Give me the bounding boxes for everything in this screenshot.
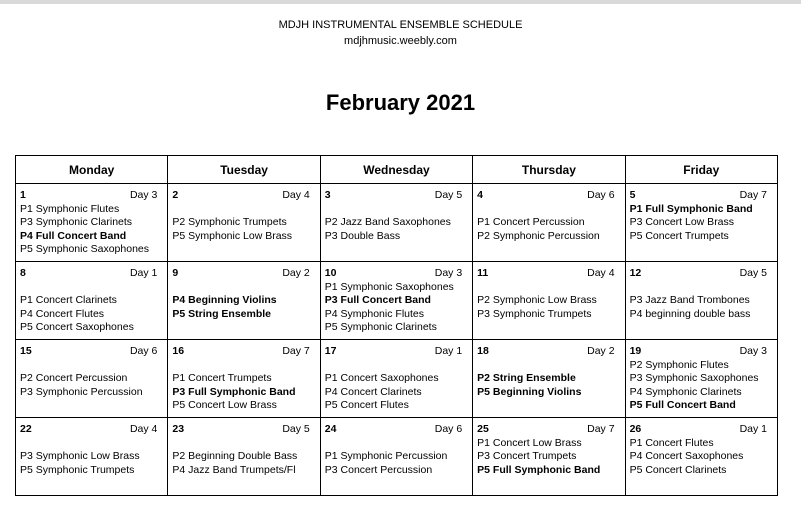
day-cell-header [172, 189, 315, 203]
day-cell-header [20, 267, 163, 281]
day-cell-header [172, 267, 315, 281]
date-number: 24 [324, 423, 337, 435]
day-cell [625, 184, 777, 262]
period-entry: P3 Symphonic Low Brass [20, 450, 140, 463]
period-entry: P2 String Ensemble [477, 372, 576, 385]
rotation-day-label: Day 4 [282, 189, 310, 201]
period-entry: P1 Concert Low Brass [477, 436, 582, 449]
period-entry: P1 Symphonic Saxophones [324, 280, 454, 293]
period-entry: P3 Concert Trumpets [477, 450, 577, 463]
week-row [16, 340, 778, 418]
period-entry: P5 Concert Saxophones [20, 321, 134, 334]
weekday-header-wednesday: Wednesday [320, 156, 472, 184]
rotation-day-label: Day 4 [129, 423, 158, 435]
day-cell-header [325, 267, 468, 281]
period-entry: P2 Jazz Band Saxophones [324, 216, 451, 229]
period-entry: P4 Concert Saxophones [629, 450, 744, 463]
day-cell-content [16, 418, 167, 477]
day-cell [473, 262, 625, 340]
date-number: 15 [20, 345, 32, 357]
period-list [477, 203, 620, 244]
date-number: 1 [20, 189, 26, 201]
day-cell [168, 184, 320, 262]
period-entry: P3 Full Symphonic Band [172, 385, 296, 398]
rotation-day-label: Day 6 [434, 423, 463, 435]
day-cell [16, 262, 168, 340]
period-entry: P1 Full Symphonic Band [629, 202, 753, 215]
period-entry: P1 Concert Clarinets [20, 294, 117, 307]
date-number: 2 [172, 189, 179, 201]
period-list [477, 359, 620, 400]
day-cell [320, 262, 472, 340]
day-cell [625, 262, 777, 340]
week-row [16, 184, 778, 262]
period-entry: P2 Beginning Double Bass [172, 450, 298, 463]
day-cell-content [626, 418, 777, 477]
rotation-day-label: Day 5 [434, 189, 463, 201]
day-cell-header [325, 423, 468, 437]
day-cell-content [626, 184, 777, 243]
calendar-table [15, 155, 778, 496]
day-cell-content [473, 418, 624, 477]
day-cell-content [321, 418, 472, 477]
period-entry: P5 String Ensemble [172, 307, 272, 320]
rotation-day-label: Day 7 [739, 189, 767, 201]
rotation-day-label: Day 2 [587, 345, 615, 357]
period-entry: P3 Symphonic Percussion [20, 385, 143, 398]
date-number: 10 [324, 267, 337, 279]
day-cell-header [20, 189, 163, 203]
weekday-header-thursday: Thursday [473, 156, 625, 184]
period-entry: P2 Symphonic Percussion [477, 229, 600, 242]
week-row [16, 262, 778, 340]
period-entry: P2 Symphonic Trumpets [172, 216, 287, 229]
date-number: 16 [172, 345, 185, 357]
date-number: 8 [20, 267, 26, 279]
rotation-day-label: Day 2 [282, 267, 310, 279]
day-cell [473, 184, 625, 262]
period-list [477, 281, 620, 322]
date-number: 17 [324, 345, 337, 357]
period-entry: P5 Concert Clarinets [629, 463, 727, 476]
period-entry: P5 Concert Low Brass [172, 399, 277, 412]
date-number: 19 [629, 345, 642, 357]
top-border-strip [0, 0, 801, 4]
rotation-day-label: Day 3 [739, 345, 767, 357]
rotation-day-label: Day 3 [434, 267, 463, 279]
day-cell-content [16, 340, 167, 399]
period-entry: P5 Symphonic Clarinets [324, 321, 437, 334]
period-entry: P3 Double Bass [324, 229, 401, 242]
period-list [172, 437, 315, 478]
day-cell-header [20, 423, 163, 437]
rotation-day-label: Day 7 [587, 423, 615, 435]
period-entry: P5 Concert Trumpets [629, 229, 729, 242]
rotation-day-label: Day 7 [282, 345, 310, 357]
weekday-header-row [16, 156, 778, 184]
rotation-day-label: Day 6 [129, 345, 158, 357]
period-list [325, 359, 468, 413]
period-entry: P3 Full Concert Band [324, 294, 431, 307]
rotation-day-label: Day 1 [434, 345, 463, 357]
period-list [20, 359, 163, 400]
period-list [325, 437, 468, 478]
period-list [172, 203, 315, 244]
rotation-day-label: Day 4 [587, 267, 615, 279]
day-cell-header [477, 345, 620, 359]
period-entry: P3 Concert Percussion [324, 463, 433, 476]
period-entry: P4 Symphonic Clarinets [629, 385, 742, 398]
day-cell-header [172, 423, 315, 437]
period-entry: P1 Concert Percussion [477, 216, 585, 229]
period-entry: P4 Concert Flutes [20, 307, 105, 320]
period-list [20, 203, 163, 257]
date-number: 25 [477, 423, 489, 435]
weekday-header-monday: Monday [16, 156, 168, 184]
day-cell [320, 340, 472, 418]
day-cell [473, 340, 625, 418]
day-cell [168, 262, 320, 340]
period-list [172, 281, 315, 322]
period-entry: P1 Symphonic Percussion [324, 450, 448, 463]
period-entry: P2 Symphonic Flutes [629, 358, 729, 371]
period-entry: P5 Beginning Violins [477, 385, 582, 398]
day-cell-content [16, 184, 167, 257]
day-cell-header [630, 189, 773, 203]
date-number: 12 [629, 267, 642, 279]
day-cell-content [168, 184, 319, 243]
day-cell-header [20, 345, 163, 359]
day-cell [473, 418, 625, 496]
date-number: 18 [477, 345, 489, 357]
period-entry: P1 Concert Saxophones [324, 372, 439, 385]
date-number: 26 [629, 423, 642, 435]
day-cell-content [473, 262, 624, 321]
date-number: 9 [172, 267, 179, 279]
day-cell-header [325, 345, 468, 359]
month-title: February 2021 [325, 90, 476, 115]
period-entry: P5 Symphonic Saxophones [20, 243, 149, 256]
period-list [325, 281, 468, 335]
day-cell-content [168, 262, 319, 321]
calendar-body [16, 184, 778, 496]
day-cell [168, 418, 320, 496]
day-cell [16, 418, 168, 496]
period-entry: P3 Symphonic Saxophones [629, 372, 759, 385]
period-entry: P3 Jazz Band Trombones [629, 294, 750, 307]
period-list [20, 281, 163, 335]
day-cell-content [16, 262, 167, 335]
day-cell-header [477, 423, 620, 437]
date-number: 22 [20, 423, 32, 435]
period-list [325, 203, 468, 244]
day-cell-header [630, 345, 773, 359]
day-cell [16, 184, 168, 262]
day-cell-content [626, 340, 777, 413]
period-list [477, 437, 620, 478]
day-cell [625, 418, 777, 496]
period-entry: P1 Concert Flutes [629, 436, 714, 449]
rotation-day-label: Day 1 [129, 267, 158, 279]
schedule-title: MDJH INSTRUMENTAL ENSEMBLE SCHEDULE [278, 19, 523, 31]
period-list [630, 437, 773, 478]
period-entry: P4 Beginning Violins [172, 294, 277, 307]
rotation-day-label: Day 1 [739, 423, 767, 435]
period-entry: P5 Full Symphonic Band [477, 463, 601, 476]
rotation-day-label: Day 5 [739, 267, 767, 279]
day-cell-content [321, 184, 472, 243]
weekday-header-friday: Friday [625, 156, 777, 184]
period-entry: P4 Symphonic Flutes [324, 307, 424, 320]
period-entry: P4 Full Concert Band [20, 229, 127, 242]
weekday-header-tuesday: Tuesday [168, 156, 320, 184]
day-cell-content [473, 184, 624, 243]
period-entry: P3 Symphonic Trumpets [477, 307, 592, 320]
day-cell-header [477, 189, 620, 203]
period-list [630, 281, 773, 322]
period-list [172, 359, 315, 413]
day-cell [16, 340, 168, 418]
day-cell-content [473, 340, 624, 399]
rotation-day-label: Day 6 [587, 189, 615, 201]
period-entry: P3 Concert Low Brass [629, 216, 735, 229]
period-entry: P3 Symphonic Clarinets [20, 216, 133, 229]
period-list [630, 359, 773, 413]
day-cell-header [630, 267, 773, 281]
period-list [630, 203, 773, 244]
day-cell-content [321, 262, 472, 335]
period-entry: P5 Symphonic Trumpets [20, 463, 135, 476]
period-entry: P2 Concert Percussion [20, 372, 128, 385]
period-entry: P2 Symphonic Low Brass [477, 294, 597, 307]
date-number: 5 [629, 189, 636, 201]
day-cell [625, 340, 777, 418]
date-number: 23 [172, 423, 185, 435]
day-cell [168, 340, 320, 418]
date-number: 11 [477, 267, 489, 279]
period-entry: P1 Concert Trumpets [172, 372, 272, 385]
day-cell-header [477, 267, 620, 281]
date-number: 4 [477, 189, 484, 201]
rotation-day-label: Day 5 [282, 423, 310, 435]
day-cell-header [172, 345, 315, 359]
day-cell-content [168, 418, 319, 477]
date-number: 3 [324, 189, 331, 201]
day-cell-content [321, 340, 472, 413]
rotation-day-label: Day 3 [129, 189, 158, 201]
day-cell [320, 418, 472, 496]
period-entry: P5 Symphonic Low Brass [172, 229, 293, 242]
period-list [20, 437, 163, 478]
period-entry: P5 Full Concert Band [629, 399, 736, 412]
day-cell [320, 184, 472, 262]
period-entry: P4 beginning double bass [629, 307, 751, 320]
period-entry: P1 Symphonic Flutes [20, 202, 120, 215]
day-cell-header [325, 189, 468, 203]
day-cell-content [626, 262, 777, 321]
website-text: mdjhmusic.weebly.com [344, 35, 457, 47]
day-cell-header [630, 423, 773, 437]
period-entry: P4 Concert Clarinets [324, 385, 422, 398]
day-cell-content [168, 340, 319, 413]
period-entry: P4 Jazz Band Trumpets/Fl [172, 463, 296, 476]
period-entry: P5 Concert Flutes [324, 399, 409, 412]
week-row [16, 418, 778, 496]
